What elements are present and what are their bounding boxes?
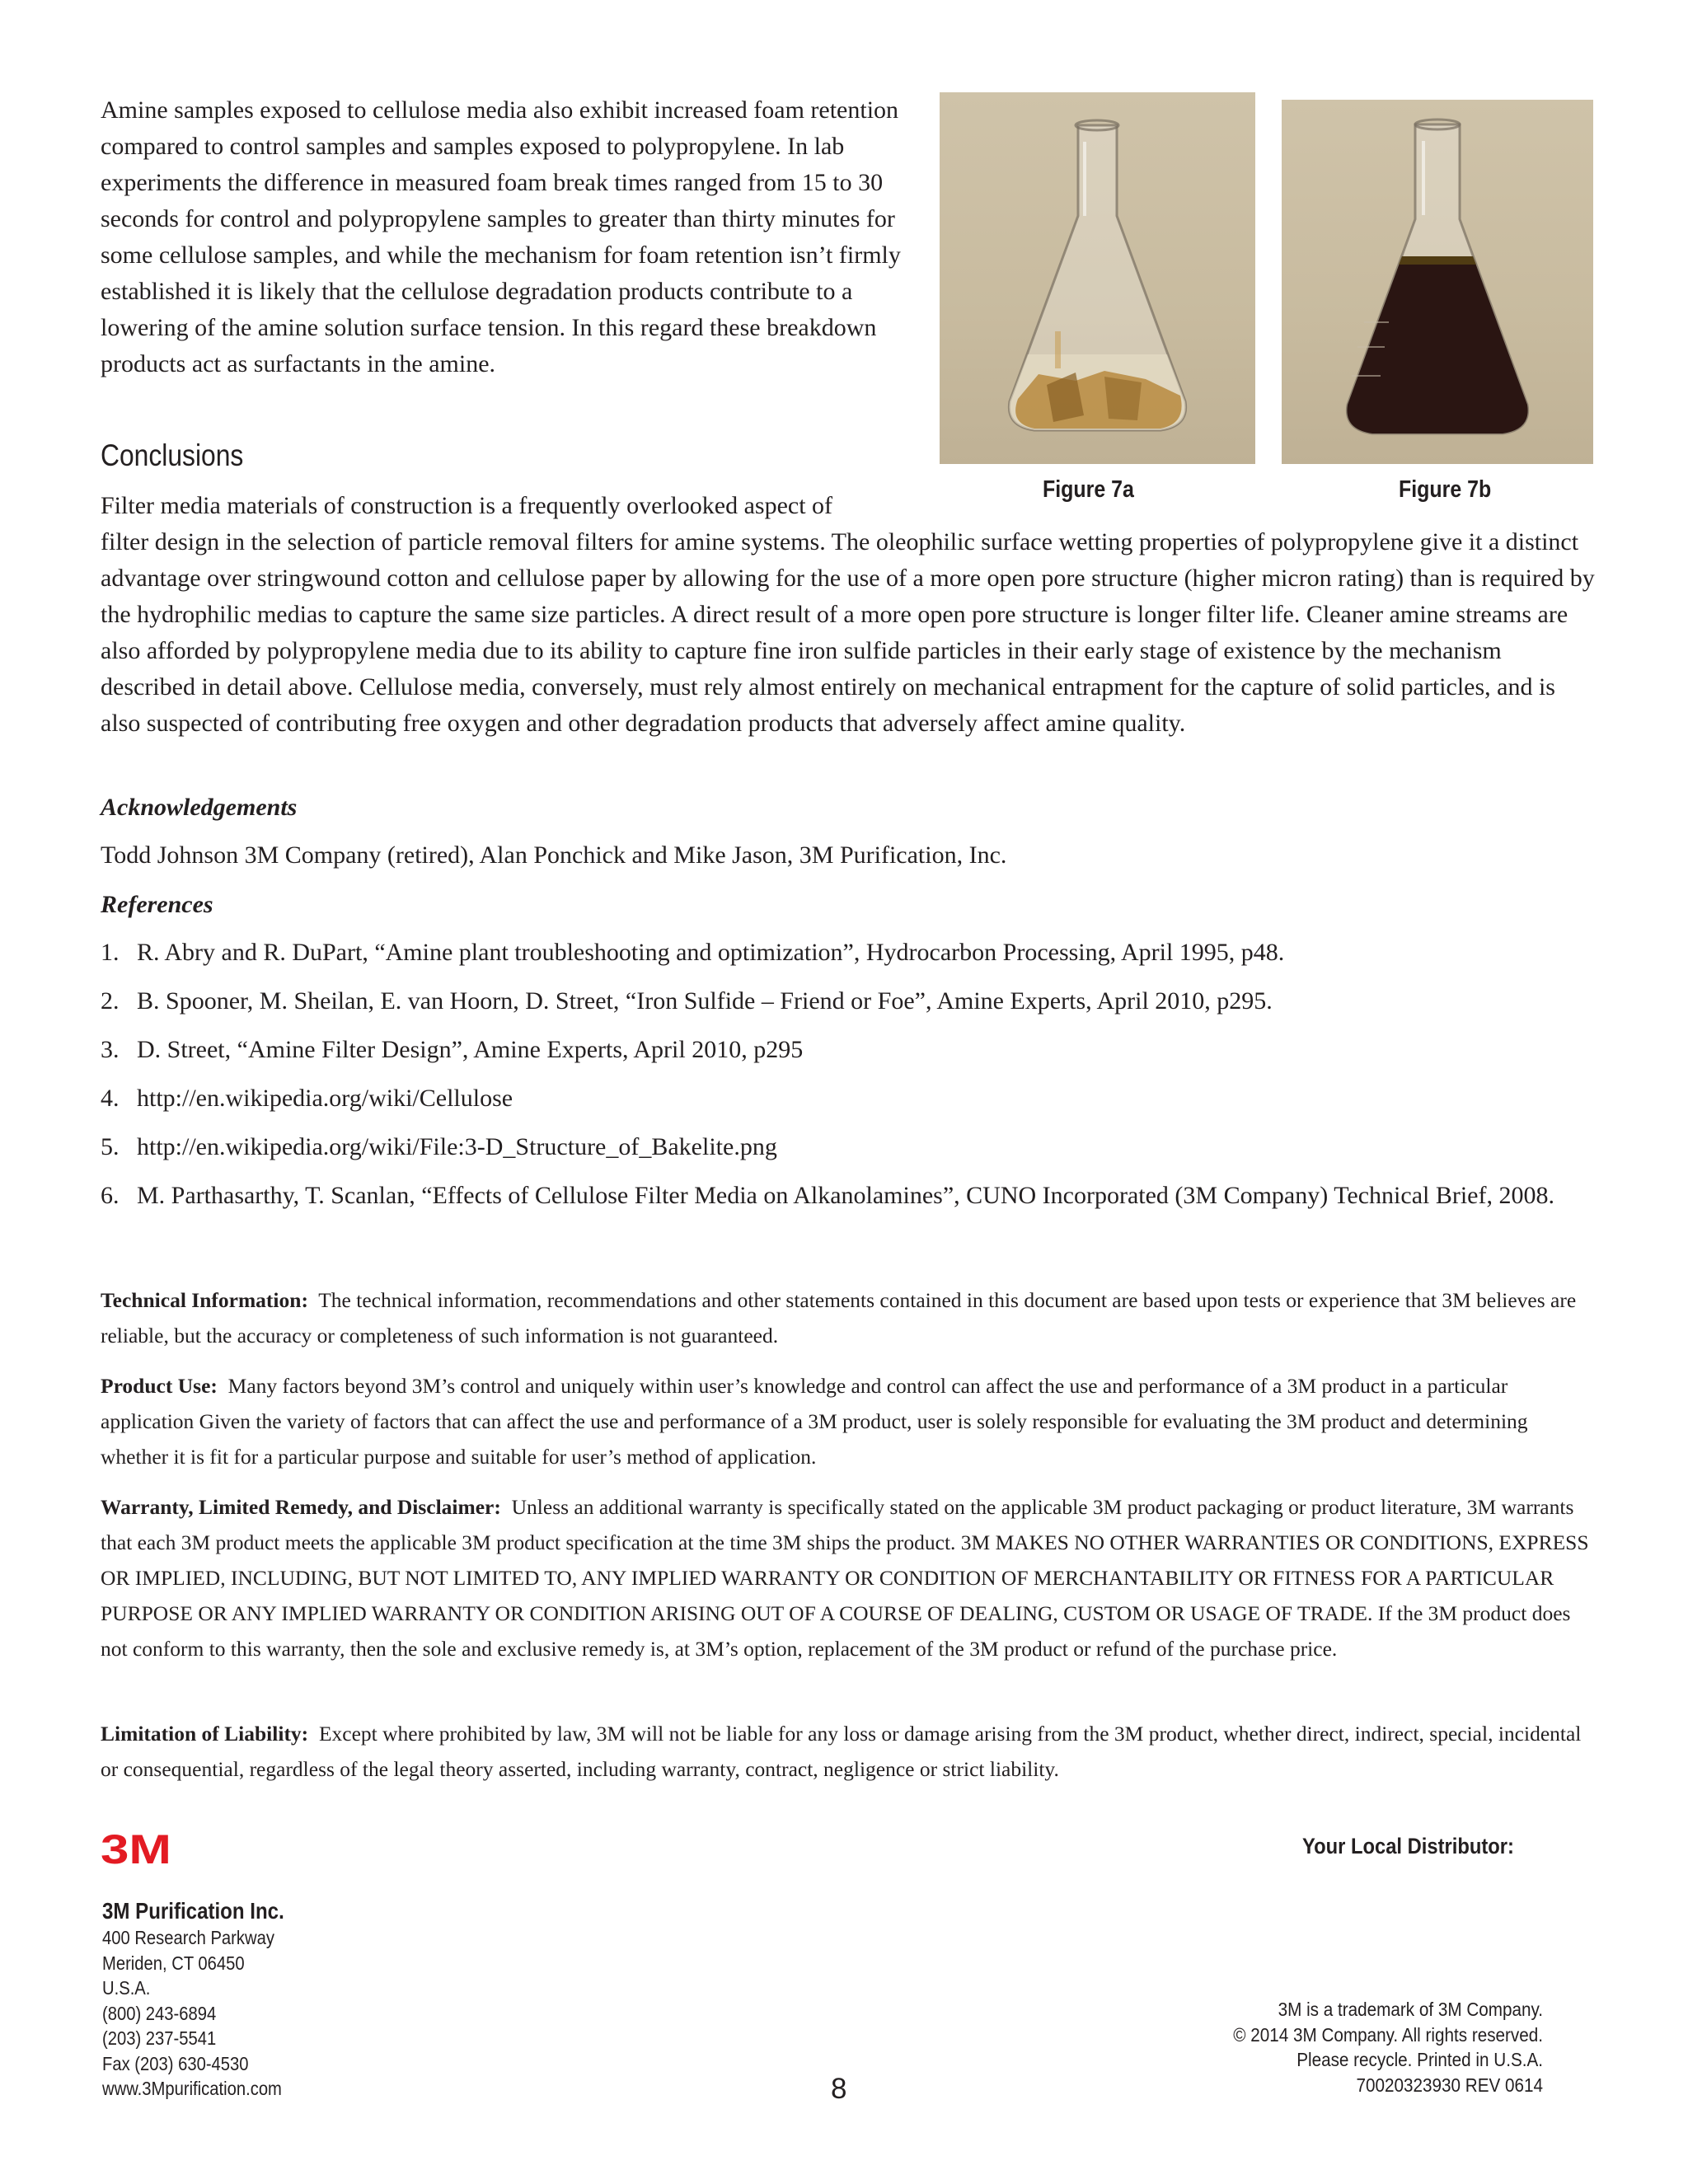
- reference-number: 5.: [101, 1133, 120, 1160]
- references-heading: References: [101, 891, 213, 918]
- warranty-notice: [101, 1489, 1601, 1666]
- figure-7b-caption: Figure 7b: [1399, 476, 1492, 503]
- reference-item: [101, 983, 1601, 1019]
- figure-7a-photo: [940, 92, 1255, 464]
- reference-link[interactable]: http://en.wikipedia.org/wiki/Cellulose: [137, 1085, 513, 1112]
- figure-7a-caption: Figure 7a: [1043, 476, 1134, 503]
- reference-number: 2.: [101, 987, 120, 1015]
- references-list: [101, 935, 1601, 1226]
- technical-information-label: Technical Information:: [101, 1288, 308, 1312]
- reference-number: 3.: [101, 1036, 120, 1063]
- document-code: 70020323930 REV 0614: [1356, 2074, 1543, 2096]
- copyright-line: © 2014 3M Company. All rights reserved.: [1233, 2023, 1543, 2046]
- product-use-text: Many factors beyond 3M’s control and uniquely within user’s knowledge and control can affect the use and performance of a 3M product in a particular application Given the variety of factors that can affect the use and performance of a 3M product, user is solely responsible for evaluating the 3M product and determining whether it is fit for a particular purpose and suitable for user’s method of application.: [101, 1374, 1528, 1469]
- conclusions-paragraph: filter design in the selection of particle removal filters for amine systems. The oleophilic surface wetting properties of polypropylene give it a distinct advantage over stringwound cotton and cellulose paper by allowing for the use of a more open pore structure (higher micron rating) than is required by the hydrophilic medias to capture the same size particles. A direct result of a more open pore structure is longer filter life. Cleaner amine streams are also afforded by polypropylene media due to its ability to capture fine iron sulfide particles in their early stage of existence by the mechanism described in detail above. Cellulose media, conversely, must rely almost entirely on mechanical entrapment for the capture of solid particles, and is also suspected of contributing free oxygen and other degradation products that adversely affect amine quality.: [101, 528, 1595, 737]
- figure-7b-photo: [1282, 100, 1593, 464]
- reference-text: M. Parthasarthy, T. Scanlan, “Effects of Cellulose Filter Media on Alkanolamines”, CUNO Incorporated (3M Company) Technical Brief, 2008.: [137, 1182, 1554, 1209]
- warranty-text: Unless an additional warranty is specifically stated on the applicable 3M product packaging or product literature, 3M warrants that each 3M product meets the applicable 3M product specification at the time 3M ships the product. 3M MAKES NO OTHER WARRANTIES OR CONDITIONS, EXPRESS OR IMPLIED, INCLUDING, BUT NOT LIMITED TO, ANY IMPLIED WARRANTY OR CONDITION OF MERCHANTABILITY OR FITNESS FOR A PARTICULAR PURPOSE OR ANY IMPLIED WARRANTY OR CONDITION ARISING OUT OF A COURSE OF DEALING, CUSTOM OR USAGE OF TRADE. If the 3M product does not conform to this warranty, then the sole and exclusive remedy is, at 3M’s option, replacement of the 3M product or refund of the purchase price.: [101, 1495, 1589, 1661]
- reference-number: 1.: [101, 939, 120, 966]
- acknowledgements-heading: Acknowledgements: [101, 794, 298, 821]
- trademark-line: 3M is a trademark of 3M Company.: [1278, 1999, 1543, 2020]
- reference-item: [101, 1129, 1601, 1165]
- reference-link[interactable]: http://en.wikipedia.org/wiki/File:3-D_Structure_of_Bakelite.png: [137, 1133, 777, 1160]
- warranty-label: Warranty, Limited Remedy, and Disclaimer:: [101, 1495, 501, 1519]
- phone-line: (203) 237-5541: [102, 2027, 217, 2049]
- technical-information-text: The technical information, recommendations and other statements contained in this document are based upon tests or experience that 3M believes are reliable, but the accuracy or completeness of such information is not guaranteed.: [101, 1288, 1577, 1347]
- address-line: Meriden, CT 06450: [102, 1952, 245, 1974]
- page-number: 8: [831, 2073, 847, 2105]
- reference-item: [101, 1080, 1601, 1117]
- liability-label: Limitation of Liability:: [101, 1722, 309, 1746]
- phone-line: (800) 243-6894: [102, 2002, 217, 2024]
- company-contact-lines: [102, 1925, 284, 2102]
- reference-number: 4.: [101, 1085, 120, 1112]
- acknowledgements-text: Todd Johnson 3M Company (retired), Alan Ponchick and Mike Jason, 3M Purification, Inc.: [101, 841, 1007, 869]
- product-use-notice: [101, 1368, 1601, 1474]
- 3m-logo: [101, 1830, 173, 1871]
- conclusions-paragraph-first-line: Filter media materials of construction is a frequently overlooked aspect of: [101, 492, 833, 519]
- liability-notice: [101, 1716, 1601, 1787]
- conclusions-heading: Conclusions: [101, 438, 244, 472]
- address-line: U.S.A.: [102, 1977, 151, 1999]
- reference-text: D. Street, “Amine Filter Design”, Amine Experts, April 2010, p295: [137, 1036, 804, 1063]
- product-use-label: Product Use:: [101, 1374, 218, 1398]
- reference-text: R. Abry and R. DuPart, “Amine plant troubleshooting and optimization”, Hydrocarbon Processing, April 1995, p48.: [137, 939, 1285, 966]
- reference-item: [101, 1178, 1601, 1214]
- fax-line: Fax (203) 630-4530: [102, 2052, 249, 2074]
- company-address-block: [102, 1897, 284, 2102]
- trademark-block: [1233, 1997, 1543, 2097]
- reference-text: B. Spooner, M. Sheilan, E. van Hoorn, D. Street, “Iron Sulfide – Friend or Foe”, Amine Experts, April 2010, p295.: [137, 987, 1273, 1015]
- recycle-line: Please recycle. Printed in U.S.A.: [1296, 2049, 1543, 2070]
- technical-information-notice: [101, 1282, 1601, 1353]
- reference-item: [101, 1032, 1601, 1068]
- website-link[interactable]: www.3Mpurification.com: [102, 2078, 282, 2099]
- local-distributor-label: Your Local Distributor:: [1302, 1834, 1514, 1858]
- 3m-logo-text: 3M: [101, 1830, 171, 1867]
- address-line: 400 Research Parkway: [102, 1927, 274, 1948]
- intro-paragraph: Amine samples exposed to cellulose media also exhibit increased foam retention compared to control samples and samples exposed to polypropylene. In lab experiments the difference in measured foam break times ranged from 15 to 30 seconds for control and polypropylene samples to greater than thirty minutes for some cellulose samples, and while the mechanism for foam retention isn’t firmly established it is likely that the cellulose degradation products contribute to a lowering of the amine solution surface tension. In this regard these breakdown products act as surfactants in the amine.: [101, 96, 901, 377]
- company-name: 3M Purification Inc.: [102, 1898, 284, 1924]
- reference-item: [101, 935, 1601, 971]
- liability-text: Except where prohibited by law, 3M will not be liable for any loss or damage arising from the 3M product, whether direct, indirect, special, incidental or consequential, regardless of the legal theory asserted, including warranty, contract, negligence or strict liability.: [101, 1722, 1582, 1781]
- reference-number: 6.: [101, 1182, 120, 1209]
